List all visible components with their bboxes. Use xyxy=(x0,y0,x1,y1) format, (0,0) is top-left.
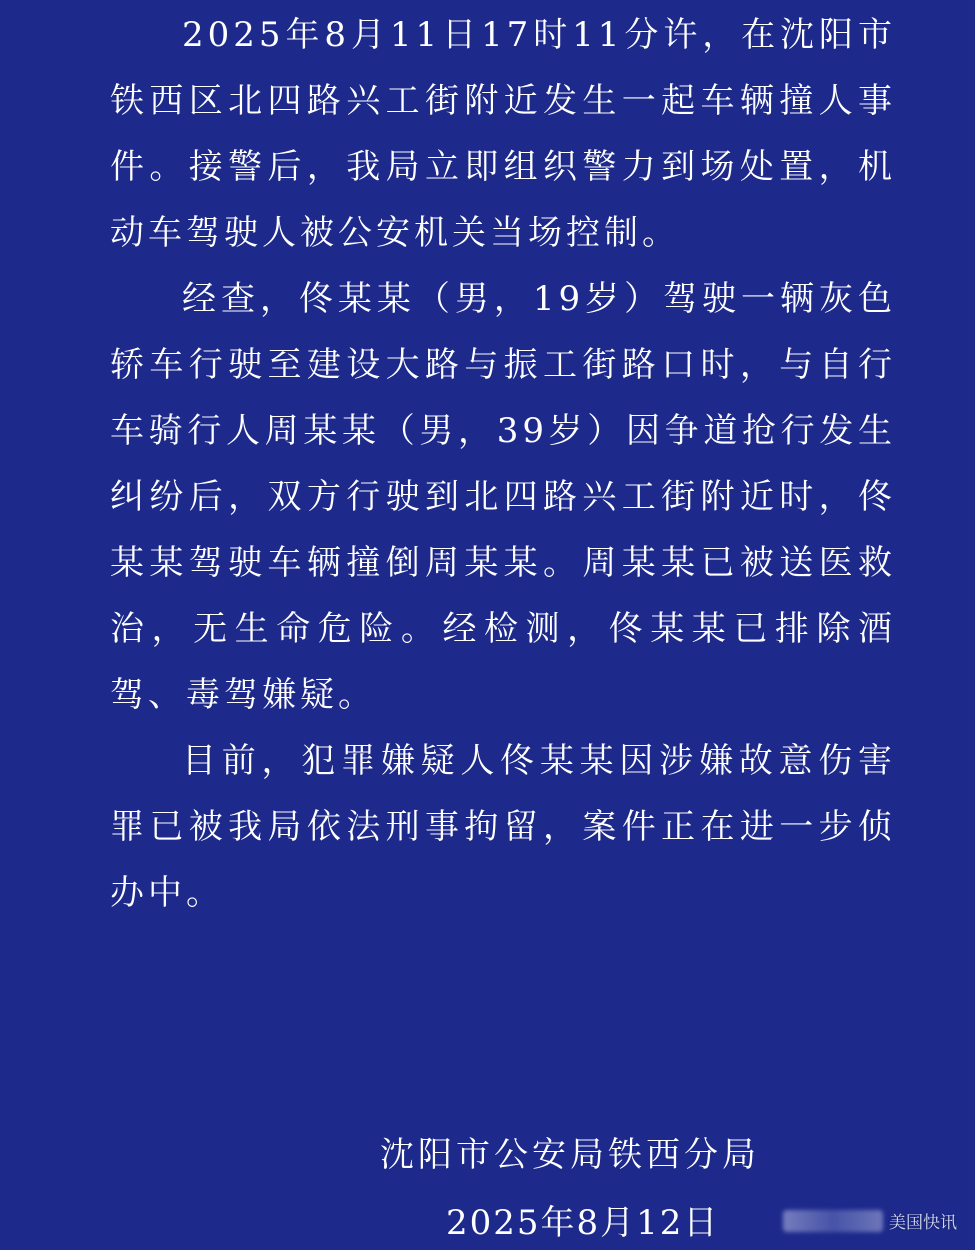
watermark-text: 美国快讯 xyxy=(889,1213,957,1233)
issue-date: 2025年8月12日 xyxy=(446,1203,720,1243)
notice-paragraph-1: 2025年8月11日17时11分许，在沈阳市铁西区北四路兴工街附近发生一起车辆撞人事件。接警后，我局立即组织警力到场处置，机动车驾驶人被公安机关当场控制。 xyxy=(110,15,896,253)
watermark xyxy=(783,1208,957,1233)
notice-body xyxy=(110,0,896,926)
blurred-logo-icon xyxy=(783,1210,883,1232)
issuing-authority: 沈阳市公安局铁西分局 xyxy=(380,1135,760,1175)
notice-paragraph-3: 目前，犯罪嫌疑人佟某某因涉嫌故意伤害罪已被我局依法刑事拘留，案件正在进一步侦办中。 xyxy=(110,741,896,913)
notice-paragraph-2: 经查，佟某某（男，19岁）驾驶一辆灰色轿车行驶至建设大路与振工街路口时，与自行车骑行人周某某（男，39岁）因争道抢行发生纠纷后，双方行驶到北四路兴工街附近时，佟某某驾驶车辆撞倒周某某。周某某已被送医救治，无生命危险。经检测，佟某某已排除酒驾、毒驾嫌疑。 xyxy=(110,279,896,715)
